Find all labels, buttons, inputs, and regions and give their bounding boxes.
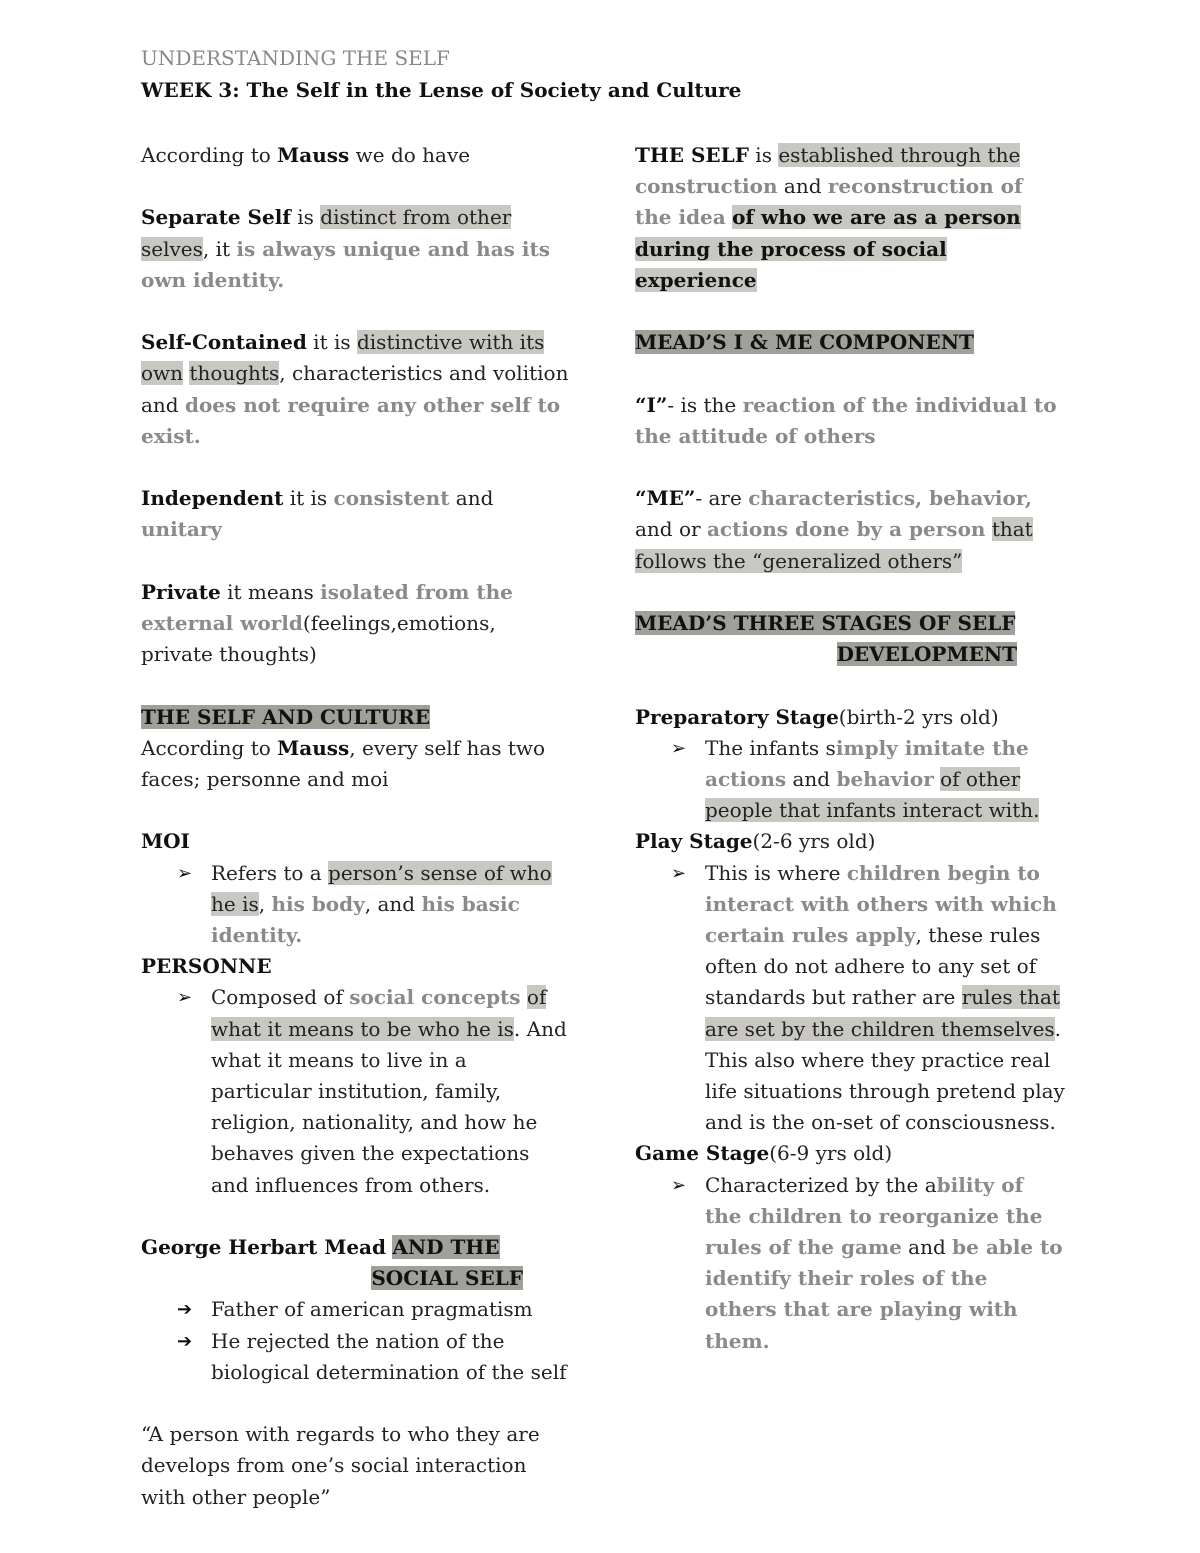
game-list [635,1170,1065,1357]
me-paragraph: “ME”- are characteristics, behavior, and or actions done by a person that follows the “generalized others” [635,486,1033,573]
right-column [635,140,1065,1357]
three-stages-heading: MEAD’S THREE STAGES OF SELF [635,610,1016,635]
mead-heading-tail: SOCIAL SELF [371,1266,523,1291]
self-and-culture-heading: THE SELF AND CULTURE [141,704,430,729]
personne-list [141,982,571,1200]
list-item: ➢ Composed of social concepts of what it means to be who he is. And what it means to live in a particular institution, family, religion, nationality, and how he behaves given the expectations and influences from others. [141,982,571,1200]
play-stage-title: Play Stage(2-6 yrs old) [635,829,876,854]
arrowhead-bullet-icon: ➢ [177,987,193,1009]
moi-list [141,858,571,952]
week-title: WEEK 3: The Self in the Lense of Society and Culture [141,78,742,102]
personne-label: PERSONNE [141,954,272,979]
course-title: UNDERSTANDING THE SELF [141,46,450,70]
i-paragraph: “I”- is the reaction of the individual to the attitude of others [635,392,1057,448]
arrowhead-bullet-icon: ➢ [177,862,193,884]
list-item: ➢ The infants simply imitate the actions and behavior of other people that infants interact with. [635,733,1065,827]
preparatory-list [635,733,1065,827]
left-column [141,140,571,1513]
mead-heading: George Herbart Mead AND THE [141,1235,500,1259]
self-contained-paragraph: Self-Contained it is distinctive with its own thoughts, characteristics and volition and does not require any other self to exist. [141,330,569,448]
arrowhead-bullet-icon: ➢ [671,737,687,759]
list-item: ➔ He rejected the nation of the biological determination of the self [141,1326,571,1388]
independent-paragraph: Independent it is consistent and unitary [141,486,494,542]
list-item: ➢ Characterized by the ability of the children to reorganize the rules of the game and be able to identify their roles of the others that are playing with them. [635,1170,1065,1357]
arrowhead-bullet-icon: ➢ [671,862,687,884]
arrowhead-bullet-icon: ➢ [671,1174,687,1196]
mead-list [141,1294,571,1388]
play-list [635,858,1065,1139]
list-item: ➢ Refers to a person’s sense of who he is, his body, and his basic identity. [141,858,571,952]
right-arrow-icon: ➔ [177,1299,193,1321]
list-item: ➔ Father of american pragmatism [141,1294,571,1325]
list-item: ➢ This is where children begin to interact with others with which certain rules apply, these rules often do not adhere to any set of standards but rather are rules that are set by the children themselves. This also where they practice real life situations through pretend play and is the on-set of consciousness. [635,858,1065,1139]
separate-self-paragraph: Separate Self is distinct from other selves, it is always unique and has its own identity. [141,205,550,292]
three-stages-heading-tail: DEVELOPMENT [836,642,1017,667]
i-me-heading: MEAD’S I & ME COMPONENT [635,330,974,355]
intro-paragraph: According to Mauss we do have [141,143,471,167]
right-arrow-icon: ➔ [177,1330,193,1352]
document-header [141,44,1061,108]
preparatory-stage-title: Preparatory Stage(birth-2 yrs old) [635,704,999,729]
moi-label: MOI [141,829,190,854]
private-paragraph: Private it means isolated from the external world(feelings,emotions, private thoughts) [141,579,513,667]
the-self-paragraph: THE SELF is established through the construction and reconstruction of the idea of who we are as a person during the process of social experience [635,143,1023,292]
mead-quote: “A person with regards to who they are develops from one’s social interaction with other people” [141,1422,540,1509]
culture-paragraph: According to Mauss, every self has two faces; personne and moi [141,735,546,791]
game-stage-title: Game Stage(6-9 yrs old) [635,1141,893,1166]
